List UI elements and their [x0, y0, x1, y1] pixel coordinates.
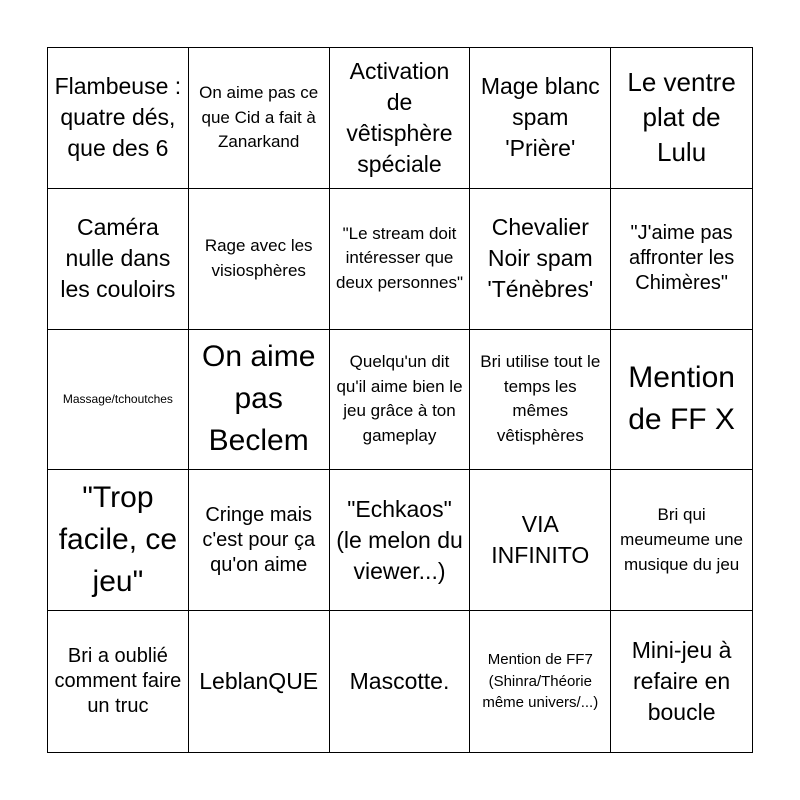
cell-text: Bri utilise tout le temps les mêmes vêtisphères	[480, 352, 601, 446]
cell-text: Mention de FF7 (Shinra/Théorie même univers/...)	[482, 650, 599, 712]
bingo-cell[interactable]	[611, 330, 752, 471]
bingo-cell[interactable]	[611, 48, 752, 189]
cell-text: VIA INFINITO	[491, 511, 590, 569]
bingo-cell[interactable]	[189, 189, 330, 330]
cell-text: Mention de FF X	[628, 361, 735, 437]
cell-text: Rage avec les visiosphères	[204, 236, 313, 280]
cell-text: Caméra nulle dans les couloirs	[60, 214, 176, 303]
bingo-cell[interactable]	[330, 48, 471, 189]
cell-text: "Le stream doit intéresser que deux personnes"	[335, 223, 463, 293]
bingo-cell[interactable]	[470, 48, 611, 189]
cell-text: Cringe mais c'est pour ça qu'on aime	[202, 503, 316, 576]
bingo-cell[interactable]	[189, 470, 330, 611]
bingo-cell[interactable]	[48, 189, 189, 330]
cell-text: "J'aime pas affronter les Chimères"	[628, 222, 735, 295]
cell-text: Mascotte.	[349, 668, 450, 695]
bingo-cell[interactable]	[470, 470, 611, 611]
bingo-cell[interactable]	[330, 470, 471, 611]
cell-text: On aime pas ce que Cid a fait à Zanarkand	[199, 82, 319, 152]
cell-text: LeblanQUE	[199, 668, 319, 695]
bingo-cell[interactable]	[48, 470, 189, 611]
cell-text: Flambeuse : quatre dés, que des 6	[54, 73, 182, 162]
bingo-cell[interactable]	[470, 611, 611, 752]
cell-text: "Trop facile, ce jeu"	[58, 481, 178, 599]
bingo-cell[interactable]	[48, 611, 189, 752]
cell-text: "Echkaos" (le melon du viewer...)	[336, 495, 463, 584]
cell-text: Massage/tchoutches	[62, 392, 173, 407]
bingo-cell[interactable]	[611, 470, 752, 611]
cell-text: Bri a oublié comment faire un truc	[54, 645, 182, 718]
bingo-cell[interactable]	[330, 611, 471, 752]
bingo-cell[interactable]	[48, 330, 189, 471]
bingo-cell[interactable]	[330, 330, 471, 471]
bingo-cell[interactable]	[470, 189, 611, 330]
cell-text: Activation de vêtisphère spéciale	[346, 57, 453, 177]
bingo-cell[interactable]	[48, 48, 189, 189]
bingo-board	[47, 47, 753, 753]
bingo-cell[interactable]	[189, 330, 330, 471]
bingo-cell[interactable]	[189, 611, 330, 752]
cell-text: Chevalier Noir spam 'Ténèbres'	[487, 214, 594, 303]
bingo-cell[interactable]	[330, 189, 471, 330]
cell-text: Le ventre plat de Lulu	[627, 67, 736, 168]
cell-text: Mini-jeu à refaire en boucle	[631, 637, 732, 726]
bingo-cell[interactable]	[611, 611, 752, 752]
cell-text: Bri qui meumeume une musique du jeu	[620, 505, 744, 574]
cell-text: Quelqu'un dit qu'il aime bien le jeu grâce à ton gameplay	[336, 352, 463, 446]
cell-text: On aime pas Beclem	[202, 340, 316, 458]
bingo-cell[interactable]	[470, 330, 611, 471]
cell-text: Mage blanc spam 'Prière'	[480, 73, 600, 162]
bingo-cell[interactable]	[189, 48, 330, 189]
bingo-cell[interactable]	[611, 189, 752, 330]
